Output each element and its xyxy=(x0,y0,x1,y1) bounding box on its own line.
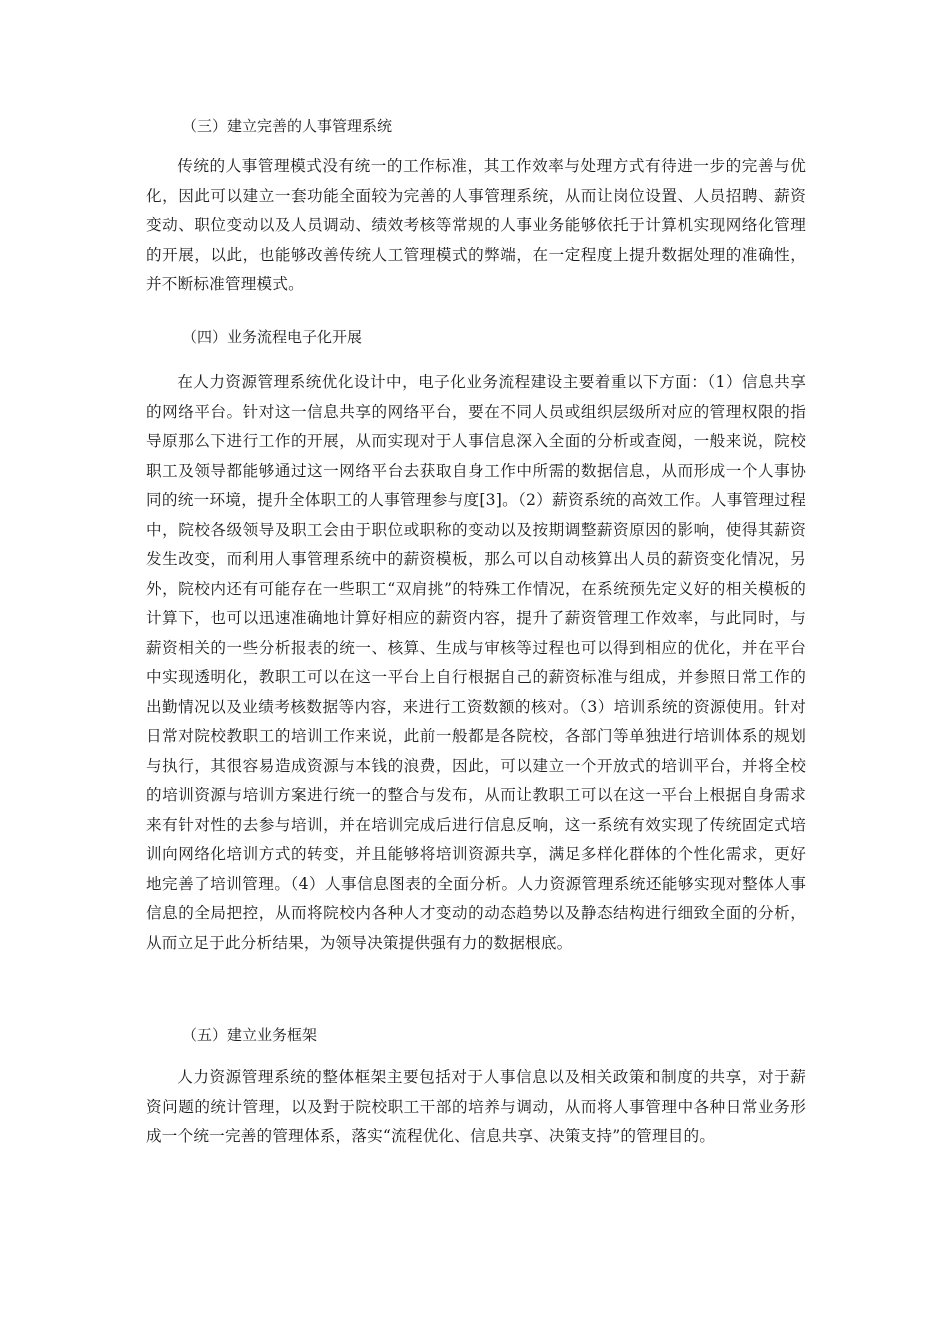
section-paragraph-3: 传统的人事管理模式没有统一的工作标准，其工作效率与处理方式有待进一步的完善与优化，因此可以建立一套功能全面较为完善的人事管理系统，从而让岗位设置、人员招聘、薪资变动、职位变动以及人员调动、绩效考核等常规的人事业务能够依托于计算机实现网络化管理的开展，以此，也能够改善传统人工管理模式的弊端，在一定程度上提升数据处理的准确性，并不断标准管理模式。 xyxy=(146,157,806,293)
section-heading-3: （三）建立完善的人事管理系统 xyxy=(182,117,393,135)
section-heading-5: （五）建立业务框架 xyxy=(182,1026,318,1044)
section-paragraph-4: 在人力资源管理系统优化设计中，电子化业务流程建设主要着重以下方面：（1）信息共享的网络平台。针对这一信息共享的网络平台，要在不同人员或组织层级所对应的管理权限的指导原那么下进行工作的开展，从而实现对于人事信息深入全面的分析或查阅，一般来说，院校职工及领导都能够通过这一网络平台去获取自身工作中所需的数据信息，从而形成一个人事协同的统一环境，提升全体职工的人事管理参与度[3]。（2）薪资系统的高效工作。人事管理过程中，院校各级领导及职工会由于职位或职称的变动以及按期调整薪资原因的影响，使得其薪资发生改变，而利用人事管理系统中的薪资模板，那么可以自动核算出人员的薪资变化情况，另外，院校内还有可能存在一些职工“双肩挑”的特殊工作情况，在系统预先定义好的相关模板的计算下，也可以迅速准确地计算好相应的薪资内容，提升了薪资管理工作效率，与此同时，与薪资相关的一些分析报表的统一、核算、生成与审核等过程也可以得到相应的优化，并在平台中实现透明化，教职工可以在这一平台上自行根据自己的薪资标准与组成，并参照日常工作的出勤情况以及业绩考核数据等内容，来进行工资数额的核对。（3）培训系统的资源使用。针对日常对院校教职工的培训工作来说，此前一般都是各院校，各部门等单独进行培训体系的规划与执行，其很容易造成资源与本钱的浪费，因此，可以建立一个开放式的培训平台，并将全校的培训资源与培训方案进行统一的整合与发布，从而让教职工可以在这一平台上根据自身需求来有针对性的去参与培训，并在培训完成后进行信息反响，这一系统有效实现了传统固定式培训向网络化培训方式的转变，并且能够将培训资源共享，满足多样化群体的个性化需求，更好地完善了培训管理。（4）人事信息图表的全面分析。人力资源管理系统还能够实现对整体人事信息的全局把控，从而将院校内各种人才变动的动态趋势以及静态结构进行细致全面的分析，从而立足于此分析结果，为领导决策提供强有力的数据根底。 xyxy=(146,373,806,952)
section-heading-4: （四）业务流程电子化开展 xyxy=(182,328,363,346)
section-paragraph-5: 人力资源管理系统的整体框架主要包括对于人事信息以及相关政策和制度的共享，对于薪资问题的统计管理，以及對于院校职工干部的培养与调动，从而将人事管理中各种日常业务形成一个统一完善的管理体系，落实“流程优化、信息共享、决策支持”的管理目的。 xyxy=(146,1068,806,1145)
